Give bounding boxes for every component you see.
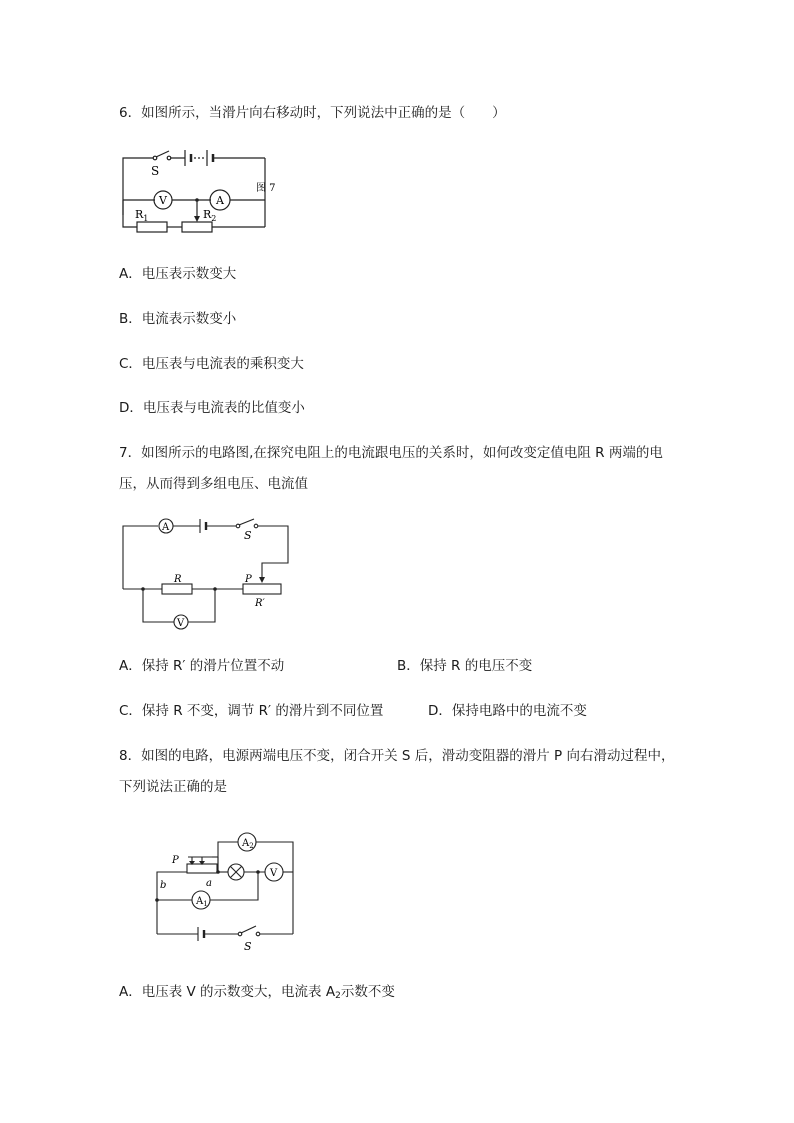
q7-circuit-diagram [118,512,293,632]
q8-stem: 8．如图的电路，电源两端电压不变，闭合开关 S 后，滑动变阻器的滑片 P 向右滑动过程中，下列说法正确的是 [119,748,675,795]
q8-end-a-label: a [206,878,212,889]
q8-circuit-diagram [150,826,310,956]
q7-option-b: B．保持 R 的电压不变 [397,658,533,674]
q6-r2-label: $R_2$ [203,208,217,223]
q7-option-a: A．保持 R′ 的滑片位置不动 [119,658,285,674]
q6-option-d: D．电压表与电流表的比值变小 [119,400,305,416]
q7-resistor-label: R [174,574,182,585]
q6-stem: 6．如图所示，当滑片向右移动时，下列说法中正确的是（ ） [119,105,506,121]
q6-switch-label: S [151,164,160,178]
q6-option-a: A．电压表示数变大 [119,266,237,282]
q8-a2-label: $A_2$ [242,838,254,850]
q8-option-a: A．电压表 V 的示数变大，电流表 $A_2$示数不变 [119,984,395,1001]
q6-voltmeter-label: V [159,194,167,207]
q7-ammeter-label: A [162,522,170,533]
q7-rheostat-label: R′ [255,598,265,609]
q7-option-c: C．保持 R 不变，调节 R′ 的滑片到不同位置 [119,703,384,719]
q8-slider-label: P [172,855,179,866]
q6-circuit-diagram [115,145,285,240]
q7-voltmeter-label: V [177,618,185,629]
q6-option-b: B．电流表示数变小 [119,311,237,327]
q7-switch-label: S [244,529,252,542]
q7-stem: 7．如图所示的电路图,在探究电阻上的电流跟电压的关系时，如何改变定值电阻 R 两端的电压，从而得到多组电压、电流值 [119,445,663,492]
q6-r1-label: $R_1$ [135,208,149,223]
q7-slider-label: P [245,574,252,585]
q8-end-b-label: b [160,880,167,891]
q7-option-d: D．保持电路中的电流不变 [428,703,587,719]
q8-voltmeter-label: V [270,868,278,879]
q8-switch-label: S [244,940,252,953]
q6-figure-caption: 图 7 [256,183,276,194]
q6-option-c: C．电压表与电流表的乘积变大 [119,356,304,372]
q8-a1-label: $A_1$ [196,896,208,908]
q6-ammeter-label: A [216,194,224,207]
